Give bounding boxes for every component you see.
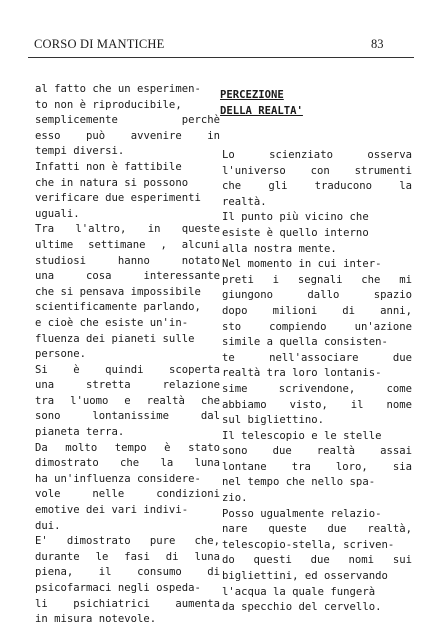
text-line: semplicemente perchè (35, 114, 220, 127)
text-line: una stretta relazione (35, 379, 220, 392)
text-line: che gli traducono la (222, 180, 412, 193)
text-line: sono due realtà assai (222, 445, 412, 458)
text-line: Il punto più vicino che (222, 211, 369, 224)
text-line: zio. (222, 492, 248, 505)
text-line: lontane tra loro, sia (222, 460, 412, 473)
text-line: durante le fasi di luna (35, 550, 220, 563)
text-line: dimostrato che la luna (35, 457, 220, 470)
text-line: studiosi hanno notato (35, 254, 220, 267)
text-line: persone. (35, 348, 87, 361)
text-line: che in natura si possono (35, 176, 189, 189)
running-head: CORSO DI MANTICHE (34, 37, 165, 51)
text-line: Posso ugualmente relazio- (222, 507, 382, 520)
text-line: Da molto tempo è stato (35, 441, 220, 454)
text-line: esso può avvenire in (35, 129, 220, 142)
text-line: simile a quella consisten- (222, 336, 388, 349)
text-line: sul bigliettino. (222, 414, 325, 427)
text-line: e cioè che esiste un'in- (35, 316, 189, 329)
text-line: do questi due nomi sui (222, 554, 412, 567)
text-line: li psichiatrici aumenta (35, 597, 220, 610)
text-line: sto compiendo un'azione (222, 320, 412, 333)
text-line: dui. (35, 519, 61, 532)
text-line: fluenza dei pianeti sulle (35, 332, 195, 345)
text-line: Lo scienziato osserva (222, 149, 412, 161)
text-line: realtà. (222, 195, 267, 208)
text-line: E' dimostrato pure che, (35, 535, 220, 548)
page-number: 83 (371, 37, 384, 51)
text-line: Il telescopio e le stelle (222, 429, 382, 442)
text-line: Tra l'altro, in queste (35, 223, 220, 236)
text-line: sime scrivendone, come (222, 382, 412, 395)
text-line: che si pensava impossibile (35, 285, 201, 298)
text-line: l'acqua la quale fungerà (222, 585, 376, 598)
text-line: realtà tra loro lontanis- (222, 367, 382, 380)
text-line: telescopio-stella, scriven- (222, 538, 395, 551)
text-line: pianeta terra. (35, 426, 125, 439)
text-line: emotive dei vari indivi- (35, 504, 189, 517)
text-line: ultime settimane , alcuni (35, 238, 220, 251)
text-line: verificare due esperimenti (35, 192, 201, 205)
text-line: preti i segnali che mi (222, 273, 412, 286)
text-line: tempi diversi. (35, 145, 125, 158)
text-line: alla nostra mente. (222, 242, 337, 255)
text-line: Nel momento in cui inter- (222, 258, 382, 271)
text-line: una cosa interessante (35, 270, 220, 283)
text-line: da specchio del cervello. (222, 601, 382, 614)
text-line: vole nelle condizioni (35, 488, 220, 501)
text-line: tra l'uomo e realtà che (35, 394, 220, 407)
text-line: to non è riproducibile, (35, 98, 182, 111)
text-line: giungono dallo spazio (222, 289, 412, 302)
text-line: uguali. (35, 207, 80, 220)
text-line: scientificamente parlando, (35, 301, 201, 314)
text-line: esiste è quello interno (222, 226, 369, 239)
text-line: Si è quindi scoperta (35, 363, 220, 376)
text-line: piena, il consumo di (35, 566, 220, 579)
text-line: l'universo con strumenti (222, 164, 412, 177)
text-line: Infatti non è fattibile (35, 160, 182, 173)
text-line: abbiamo visto, il nome (222, 398, 412, 411)
text-line: nel tempo che nello spa- (222, 476, 376, 489)
text-line: bigliettini, ed osservando (222, 570, 388, 583)
left-text-column (35, 82, 220, 628)
text-line: te nell'associare due (222, 351, 412, 364)
text-line: dopo milioni di anni, (222, 304, 412, 317)
text-line: ha un'influenza considere- (35, 472, 201, 485)
text-line: psicofarmaci negli ospeda- (35, 582, 201, 594)
text-line: in misura notevole. (35, 613, 157, 626)
section-title-line-1: PERCEZIONE (220, 89, 284, 101)
text-line: nare queste due realtà, (222, 523, 412, 536)
header-rule (28, 57, 414, 58)
right-text-column (222, 148, 412, 616)
text-line: al fatto che un esperimen- (35, 83, 201, 95)
text-line: sono lontanissime dal (35, 410, 220, 423)
section-title-line-2: DELLA REALTA' (220, 105, 303, 117)
